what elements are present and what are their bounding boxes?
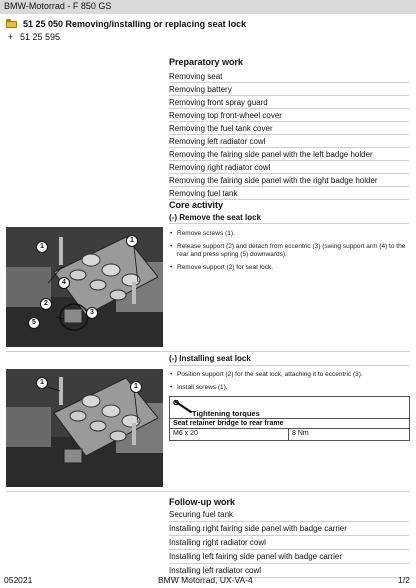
document-footer xyxy=(0,574,416,588)
tightening-torque-table xyxy=(169,396,410,441)
list-item: Removing top front-wheel cover xyxy=(169,109,409,122)
callout-1: 1 xyxy=(130,381,142,393)
torque-value: 8 Nm xyxy=(292,430,309,437)
seat-lock-removal-photo xyxy=(6,227,163,347)
document-header xyxy=(0,0,416,14)
callout-4: 4 xyxy=(58,277,70,289)
torque-subheading: Seat retainer bridge to rear frame xyxy=(170,419,409,429)
torque-spec: M6 x 20 xyxy=(170,429,289,440)
folder-icon xyxy=(6,19,17,28)
list-item: Installing right radiator cowl xyxy=(169,536,409,550)
install-seat-lock-heading: (-) Installing seat lock xyxy=(169,354,251,363)
list-item: • Position support (2) for the seat lock, attaching it to eccentric (3). xyxy=(169,371,409,379)
list-item: • Release support (2) and detach from eccentric (3) (swing support arm (4) to the rear and press spring (5) downwards). xyxy=(169,243,409,259)
torque-table-header xyxy=(170,397,409,419)
list-item: Installing right fairing side panel with badge carrier xyxy=(169,522,409,536)
reference-line xyxy=(8,32,60,42)
document-title: BMW-Motorrad - F 850 GS xyxy=(4,1,112,11)
list-item: • Install screws (1). xyxy=(169,384,409,392)
footer-publisher: BMW Motorrad, UX-VA-4 xyxy=(158,575,253,585)
core-activity-heading: Core activity xyxy=(169,200,224,210)
callout-2: 2 xyxy=(40,298,52,310)
list-item: • Remove screws (1). xyxy=(169,230,409,238)
list-item: • Remove support (2) for seat lock. xyxy=(169,264,409,272)
page-number: 1/2 xyxy=(398,575,410,585)
preparatory-list xyxy=(169,70,409,200)
divider xyxy=(169,223,409,224)
callout-5: 5 xyxy=(28,317,40,329)
list-item: Removing the fuel tank cover xyxy=(169,122,409,135)
divider xyxy=(169,365,409,366)
motorcycle-frame-illustration xyxy=(6,227,163,347)
callout-3: 3 xyxy=(86,307,98,319)
install-steps xyxy=(169,371,409,397)
list-item: Installing left fairing side panel with badge carrier xyxy=(169,550,409,564)
list-item: Removing seat xyxy=(169,70,409,83)
procedure-title: 51 25 050 Removing/installing or replacing seat lock xyxy=(23,18,247,29)
seat-lock-install-photo xyxy=(6,369,163,487)
procedure-title-row xyxy=(6,17,246,30)
list-item: Removing right radiator cowl xyxy=(169,161,409,174)
preparatory-heading: Preparatory work xyxy=(169,57,244,67)
callout-1: 1 xyxy=(36,377,48,389)
remove-seat-lock-heading: (-) Remove the seat lock xyxy=(169,213,262,222)
removal-steps xyxy=(169,230,409,277)
plus-marker: + xyxy=(8,32,14,42)
list-item: Removing left radiator cowl xyxy=(169,135,409,148)
torque-heading: Tightening torques xyxy=(192,409,260,418)
divider xyxy=(6,351,410,352)
callout-1: 1 xyxy=(36,241,48,253)
list-item: Installing left radiator cowl xyxy=(169,564,409,578)
reference-number: 51 25 595 xyxy=(20,32,61,42)
followup-heading: Follow-up work xyxy=(169,497,235,507)
list-item: Removing the fairing side panel with the left badge holder xyxy=(169,148,409,161)
followup-list xyxy=(169,508,409,578)
footer-date-code: 052021 xyxy=(4,575,33,585)
list-item: Removing fuel tank xyxy=(169,187,409,200)
list-item: Removing battery xyxy=(169,83,409,96)
divider xyxy=(6,491,410,492)
list-item: Securing fuel tank xyxy=(169,508,409,522)
list-item: Removing front spray guard xyxy=(169,96,409,109)
callout-1: 1 xyxy=(126,235,138,247)
table-row xyxy=(170,429,409,440)
list-item: Removing the fairing side panel with the right badge holder xyxy=(169,174,409,187)
